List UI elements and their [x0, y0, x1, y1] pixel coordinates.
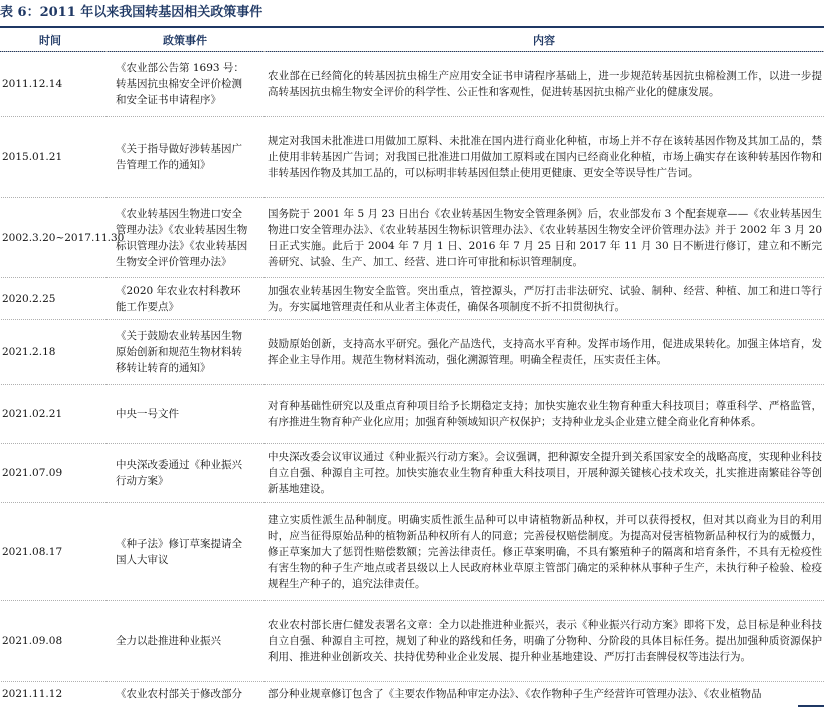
row-policy: 中央一号文件 [106, 385, 264, 444]
header-content: 内容 [264, 28, 824, 52]
table-row [0, 198, 824, 278]
header-time: 时间 [0, 28, 106, 52]
policy-events-table [0, 28, 824, 721]
table-row [0, 278, 824, 320]
row-time: 2021.11.12 [0, 682, 106, 721]
row-policy: 《种子法》修订草案提请全国人大审议 [106, 503, 264, 601]
row-content: 部分种业规章修订包含了《主要农作物品种审定办法》、《农作物种子生产经营许可管理办法》、《农业植物品 [264, 682, 824, 721]
row-time: 2021.02.21 [0, 385, 106, 444]
row-policy: 中央深改委通过《种业振兴行动方案》 [106, 444, 264, 503]
table-row [0, 320, 824, 385]
row-content: 农业农村部长唐仁健发表署名文章：全力以赴推进种业振兴，表示《种业振兴行动方案》即将下发，总目标是种业科技自立自强、种源自主可控，规划了种业的路线和任务，明确了分物种、分阶段的具体目标任务。提出加强种质资源保护利用、推进种业创新攻关、扶持优势种业企业发展、提升种业基地建设、严厉打击套牌侵权等违法行为。 [264, 601, 824, 682]
row-time: 2021.08.17 [0, 503, 106, 601]
table-row [0, 444, 824, 503]
table-row [0, 385, 824, 444]
row-time: 2021.07.09 [0, 444, 106, 503]
row-content: 国务院于 2001 年 5 月 23 日出台《农业转基因生物安全管理条例》后，农业部发布 3 个配套规章——《农业转基因生物进口安全管理办法》、《农业转基因生物标识管理办法》、《农业转基因生物安全评价管理办法》并于 2002 年 3 月 20 日正式实施。此后于 2004 年 7 月 1 日、2016 年 7 月 25 日和 2017 年 11 月 30 日不断进行修订，建立和不断完善研究、试验、生产、加工、经营、进口许可审批和标识管理制度。 [264, 198, 824, 278]
row-time: 2021.09.08 [0, 601, 106, 682]
row-policy: 《2020 年农业农村科教环能工作要点》 [106, 278, 264, 320]
table-row [0, 117, 824, 198]
row-policy: 《农业转基因生物进口安全管理办法》《农业转基因生物标识管理办法》《农业转基因生物安全评价管理办法》 [106, 198, 264, 278]
row-content: 对育种基础性研究以及重点育种项目给予长期稳定支持；加快实施农业生物育种重大科技项目；尊重科学、严格监管，有序推进生物育种产业化应用；加强育种领域知识产权保护；支持种业龙头企业建立健全商业化育种体系。 [264, 385, 824, 444]
row-content: 鼓励原始创新，支持高水平研究。强化产品迭代，支持高水平育种。发挥市场作用，促进成果转化。加强主体培育，发挥企业主导作用。规范生物材料流动，强化溯源管理。明确全程责任，压实责任主体。 [264, 320, 824, 385]
row-time: 2015.01.21 [0, 117, 106, 198]
table-row [0, 682, 824, 721]
row-policy: 全力以赴推进种业振兴 [106, 601, 264, 682]
row-time: 2021.2.18 [0, 320, 106, 385]
row-content: 中央深改委会议审议通过《种业振兴行动方案》。会议强调，把种源安全提升到关系国家安全的战略高度，实现种业科技自立自强、种源自主可控。加快实施农业生物育种重大科技项目，开展种源关键核心技术攻关，扎实推进南繁硅谷等创新基地建设。 [264, 444, 824, 503]
row-policy: 《关于鼓励农业转基因生物原始创新和规范生物材料转移转让转育的通知》 [106, 320, 264, 385]
row-time: 2002.3.20~2017.11.30 [0, 198, 106, 278]
row-content: 建立实质性派生品种制度。明确实质性派生品种可以申请植物新品种权，并可以获得授权，但对其以商业为目的利用时，应当征得原始品种的植物新品种权所有人的同意；完善侵权赔偿制度。为提高对侵害植物新品种权行为的威慑力，修正草案加大了惩罚性赔偿数额；完善法律责任。修正草案明确，不具有繁殖种子的隔离和培育条件，不具有无检疫性有害生物的种子生产地点或者县级以上人民政府林业草原主管部门确定的采种林从事种子生产，未执行种子检验、检疫规程生产种子的，追究法律责任。 [264, 503, 824, 601]
row-policy: 《农业农村部关于修改部分 [106, 682, 264, 721]
header-policy: 政策事件 [106, 28, 264, 52]
table-row [0, 601, 824, 682]
row-time: 2020.2.25 [0, 278, 106, 320]
table-bottom-rule [798, 705, 824, 707]
row-content: 加强农业转基因生物安全监管。突出重点，管控源头，严厉打击非法研究、试验、制种、经营、种植、加工和进口等行为。夯实属地管理责任和从业者主体责任，确保各项制度不折不扣贯彻执行。 [264, 278, 824, 320]
table-title: 表 6：2011 年以来我国转基因相关政策事件 [0, 2, 262, 24]
row-content: 农业部在已经简化的转基因抗虫棉生产应用安全证书申请程序基础上，进一步规范转基因抗虫棉检测工作，以进一步提高转基因抗虫棉生物安全评价的科学性、公正性和客观性，促进转基因抗虫棉产业化的健康发展。 [264, 52, 824, 117]
row-content: 规定对我国未批准进口用做加工原料、未批准在国内进行商业化种植，市场上并不存在该转基因作物及其加工品的，禁止使用非转基因广告词；对我国已批准进口用做加工原料或在国内已经商业化种植，市场上确实存在该种转基因作物和非转基因作物及其加工品的，可以标明非转基因但禁止使用更健康、更安全等误导性广告词。 [264, 117, 824, 198]
row-time: 2011.12.14 [0, 52, 106, 117]
table-row [0, 503, 824, 601]
table-row [0, 52, 824, 117]
table-header-row [0, 28, 824, 52]
row-policy: 《关于指导做好涉转基因广告管理工作的通知》 [106, 117, 264, 198]
row-policy: 《农业部公告第 1693 号：转基因抗虫棉安全评价检测和安全证书申请程序》 [106, 52, 264, 117]
